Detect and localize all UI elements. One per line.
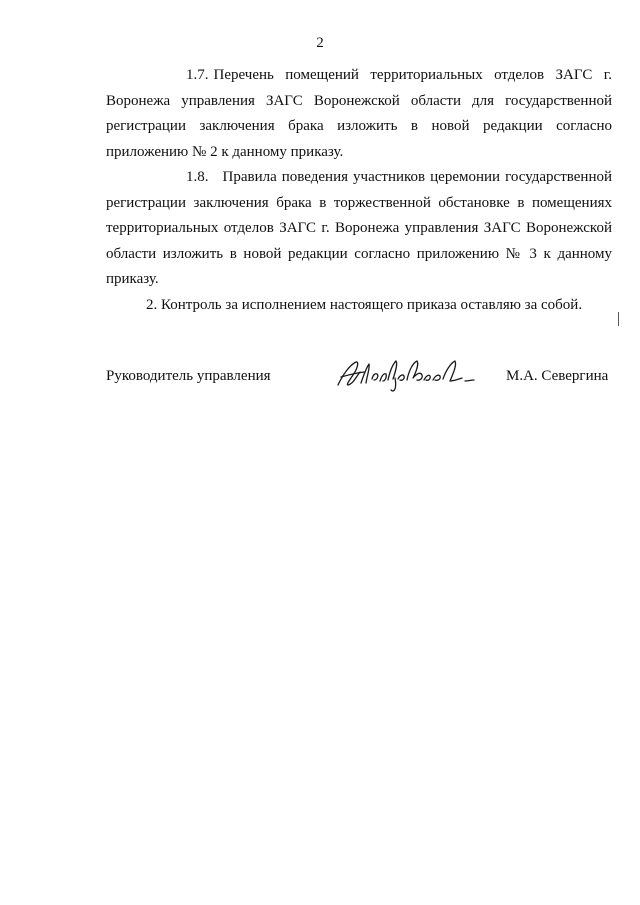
paragraph-number: 1.7. <box>186 67 209 83</box>
page-number: 2 <box>316 35 324 51</box>
signer-title: Руководитель управления <box>106 368 271 384</box>
margin-mark <box>618 312 619 326</box>
paragraph-text: Перечень помещений территориальных отделов ЗАГС г. Воронежа управления ЗАГС Воронежской области для государственной регистрации заключения брака изложить в новой редакции согласно приложению № 2 к данному приказу. <box>106 67 612 160</box>
signer-name: М.А. Севергина <box>506 368 609 384</box>
paragraph-text: 2. Контроль за исполнением настоящего приказа оставляю за собой. <box>146 296 583 313</box>
handwritten-signature <box>334 352 482 394</box>
paragraph-text: Правила поведения участников церемонии государственной регистрации заключения брака в торжественной обстановке в помещениях территориальных отделов ЗАГС г. Воронежа управления ЗАГС Воронежской области изложить в новой редакции согласно приложению № 3 к данному приказу. <box>106 169 612 287</box>
document-body <box>106 63 612 318</box>
paragraph-2 <box>106 293 612 319</box>
paragraph-1-8 <box>106 165 612 293</box>
paragraph-number: 1.8. <box>186 169 209 185</box>
paragraph-1-7 <box>106 63 612 165</box>
signature-block <box>106 352 612 396</box>
